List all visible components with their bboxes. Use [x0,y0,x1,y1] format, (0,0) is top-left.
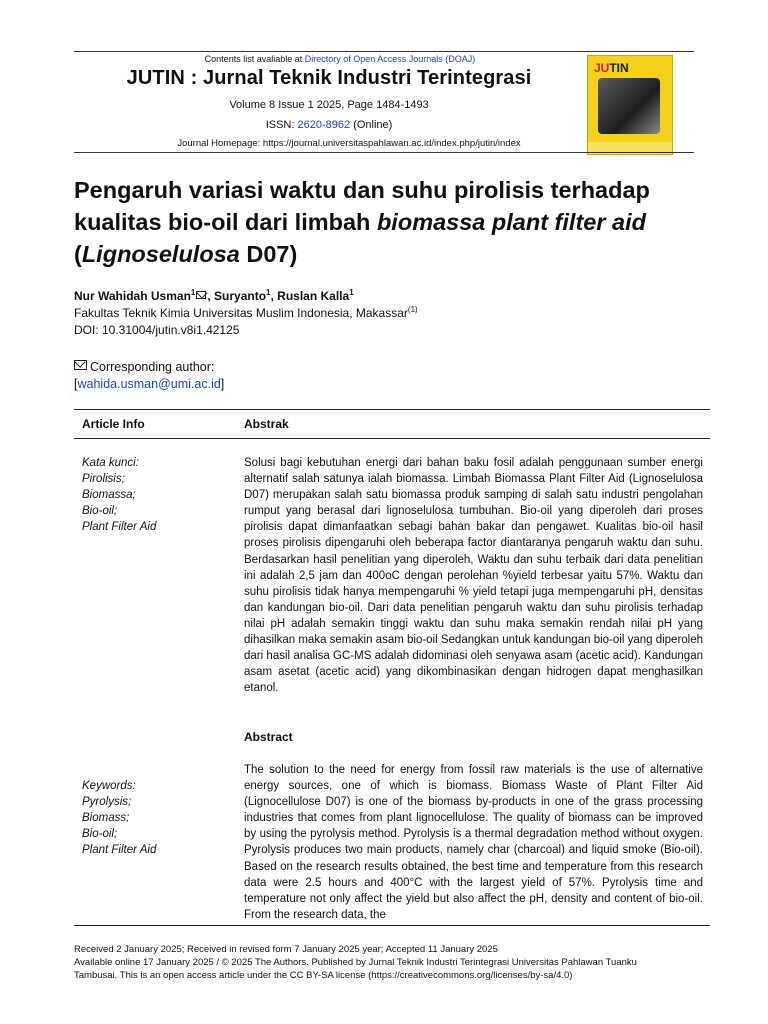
footer-published: Available online 17 January 2025 / © 2025 The Authors. Published by Jurnal Teknik Industri Terintegrasi Universitas Pahlawan Tuanku [74,957,637,968]
issn-suffix: (Online) [353,119,393,131]
col-header-abstrak: Abstrak [244,417,289,431]
keyword-item: Pirolisis; [82,473,125,485]
keyword-item: Bio-oil; [82,505,118,517]
keyword-item: Biomassa; [82,489,136,501]
journal-title: JUTIN : Jurnal Teknik Industri Terintegrasi [126,67,532,89]
affiliation-text: Fakultas Teknik Kimia Universitas Muslim Indonesia, Makassar [74,306,408,320]
table-top-rule [74,409,710,410]
contents-list-note [0,54,680,64]
abstract-heading: Abstract [244,730,293,744]
envelope-icon [74,360,87,370]
cover-logo [594,61,629,75]
col-header-article-info: Article Info [82,417,145,431]
doi[interactable]: DOI: 10.31004/jutin.v8i1.42125 [74,323,240,337]
abstract-text: The solution to the need for energy from fossil raw materials is the use of alternative energy sources, one of which is biomass. Biomass Waste of Plant Filter Aid (Lignocellulose D07) is one of the biomass by-products in one of the grass processing industries that comes from plant lignocellulose. The quality of biomass can be improved by using the pyrolysis method. Pyrolysis is a thermal degradation method without oxygen. Pyrolysis produces two main products, namely char (charcoal) and liquid smoke (Bio-oil). Based on the research results obtained, the best time and temperature from this research data were 2.5 hours and 400°C with the largest yield of 57%. Pyrolysis time and temperature not only affect the yield but also affect the pH, density and content of bio-oil. From the research data, the [244,764,703,921]
issn-label: ISSN: [265,119,295,131]
keywords-english [82,778,156,858]
keyword-item: Kata kunci: [82,457,139,469]
keyword-item: Keywords: [82,780,136,792]
keyword-item: Plant Filter Aid [82,521,157,533]
table-header-rule [74,438,710,439]
author-1: Nur Wahidah Usman [74,289,191,303]
doaj-link[interactable]: Directory of Open Access Journals (DOAJ) [304,54,476,64]
keyword-item: Bio-oil; [82,828,118,840]
corresponding-author [74,360,214,374]
title-line-3-b: Lignoselulosa [81,241,240,267]
journal-homepage[interactable]: Journal Homepage: https://journal.universitaspahlawan.ac.id/index.php/jutin/index [177,138,521,149]
cover-logo-a: JU [594,61,610,75]
title-line-1: Pengaruh variasi waktu dan suhu pirolisis terhadap [74,177,650,203]
header-rule [74,152,694,154]
author-2-sup: 1 [266,288,271,297]
footer-received: Received 2 January 2025; Received in revised form 7 January 2025 year; Accepted 11 January 2025 [74,944,498,955]
title-line-2 [74,206,714,238]
keyword-item: Pyrolysis; [82,796,132,808]
footer-license: Tambusai. This is an open access article under the CC BY-SA license (https://creativecommons.org/licenses/by-sa/4.0) [74,970,573,981]
author-3: , Ruslan Kalla [270,289,350,303]
author-list [74,288,354,303]
email-link[interactable]: wahida.usman@umi.ac.id [77,377,221,391]
author-3-sup: 1 [349,288,354,297]
affiliation-sup: (1) [407,305,418,314]
title-line-3-a: ( [74,241,82,267]
cover-photo [598,78,660,134]
corresponding-label: Corresponding author: [90,360,215,374]
journal-cover-image [587,55,673,155]
cover-logo-b: TIN [609,61,629,75]
abstrak-text: Solusi bagi kebutuhan energi dari bahan baku fosil adalah penggunaan sumber energi alternatif salah satunya ialah biomassa. Limbah Biomassa Plant Filter Aid (Lignoselulosa D07) merupakan salah satu biomassa produk samping di salah satu industri pengolahan rumput yang berasal dari lignoselulosa tumbuhan. Bio-oil yang diperoleh dari proses pirolisis dapat dimanfaatkan sebagi bahan bakar dan pengawet. Kualitas bio-oil hasil proses pirolisis dipengaruhi oleh beberapa factor diantaranya pengaruh waktu dan suhu. Berdasarkan hasil penelitian yang diperoleh, Waktu dan suhu terbaik dari data penelitian ini adalah 2,5 jam dan 400oC dengan perolehan %yield terbesar yaitu 57%. Waktu dan suhu pirolisis tidak hanya mempengaruhi % yield tetapi juga mempengaruhi pH, densitas dan kandungan bio-oil. Dari data penelitian pengaruh waktu dan suhu pirolisis terhadap nilai pH adalah semakin tinggi waktu dan suhu maka semakin rendah nilai pH yang dihasilkan maka semakin asam bio-oil Sedangkan untuk kandungan bio-oil yang diperoleh dari hasil analisa GC-MS adalah didominasi oleh senyawa asam (acetic acid). Kandungan asam asetat (acetic acid) yang dikombinasikan dengan hidrogen dapat menghasilkan etanol. [244,457,704,695]
journal-volume: Volume 8 Issue 1 2025, Page 1484-1493 [229,99,429,111]
author-1-sup: 1 [190,288,196,297]
keywords-indonesian [82,455,156,535]
keyword-item: Biomass; [82,812,130,824]
corresponding-email: [wahida.usman@umi.ac.id] [74,377,225,391]
author-2: , Suryanto [207,289,267,303]
keyword-item: Plant Filter Aid [82,844,157,856]
journal-issn [74,119,584,131]
title-line-2-b: biomassa plant filter aid [376,209,646,235]
issn-link[interactable]: 2620-8962 [297,119,351,131]
table-bottom-rule [74,925,710,926]
affiliation [74,305,418,320]
title-line-3 [74,238,714,270]
paper-title [74,174,714,270]
contents-prefix: Contents list avaliable at [204,54,303,64]
title-line-2-a: kualitas bio-oil dari limbah [74,209,377,235]
envelope-icon [196,291,206,299]
top-rule [74,51,694,52]
title-line-3-c: D07) [239,241,298,267]
